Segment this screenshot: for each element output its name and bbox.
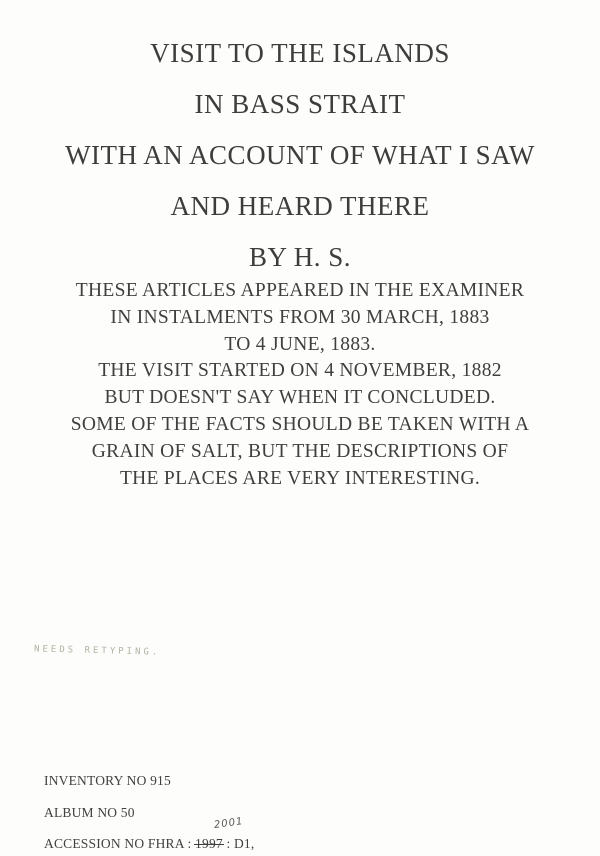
note-line-4: THE VISIT STARTED ON 4 NOVEMBER, 1882: [98, 360, 502, 382]
notes-paragraph: [0, 278, 600, 492]
handwritten-note: NEEDS RETYPING.: [33, 644, 161, 658]
inventory-number: INVENTORY NO 915: [44, 773, 171, 788]
document-title: [0, 28, 600, 283]
note-line-1: THESE ARTICLES APPEARED IN THE EXAMINER: [75, 280, 525, 301]
title-line-3: WITH AN ACCOUNT OF WHAT I SAW: [65, 140, 535, 170]
note-line-8: THE PLACES ARE VERY INTERESTING.: [119, 467, 481, 489]
note-line-7: GRAIN OF SALT, BUT THE DESCRIPTIONS OF: [91, 440, 509, 462]
title-line-2: IN BASS STRAIT: [194, 89, 406, 119]
note-line-5: BUT DOESN'T SAY WHEN IT CONCLUDED.: [104, 387, 496, 409]
album-number: ALBUM NO 50: [44, 805, 135, 820]
note-line-6: SOME OF THE FACTS SHOULD BE TAKEN WITH A: [70, 413, 530, 435]
title-line-1: VISIT TO THE ISLANDS: [150, 38, 450, 68]
accession-corrected-year: 2001: [213, 816, 245, 831]
note-line-2: IN INSTALMENTS FROM 30 MARCH, 1883: [110, 306, 490, 328]
accession-suffix: : D1,: [226, 836, 255, 851]
accession-struck-year: 1997: [195, 836, 223, 851]
author-line: BY H. S.: [248, 242, 352, 272]
title-line-4: AND HEARD THERE: [170, 191, 430, 221]
accession-prefix: ACCESSION NO FHRA :: [44, 836, 192, 851]
note-line-3: TO 4 JUNE, 1883.: [224, 333, 376, 355]
accession-number: [44, 836, 254, 852]
